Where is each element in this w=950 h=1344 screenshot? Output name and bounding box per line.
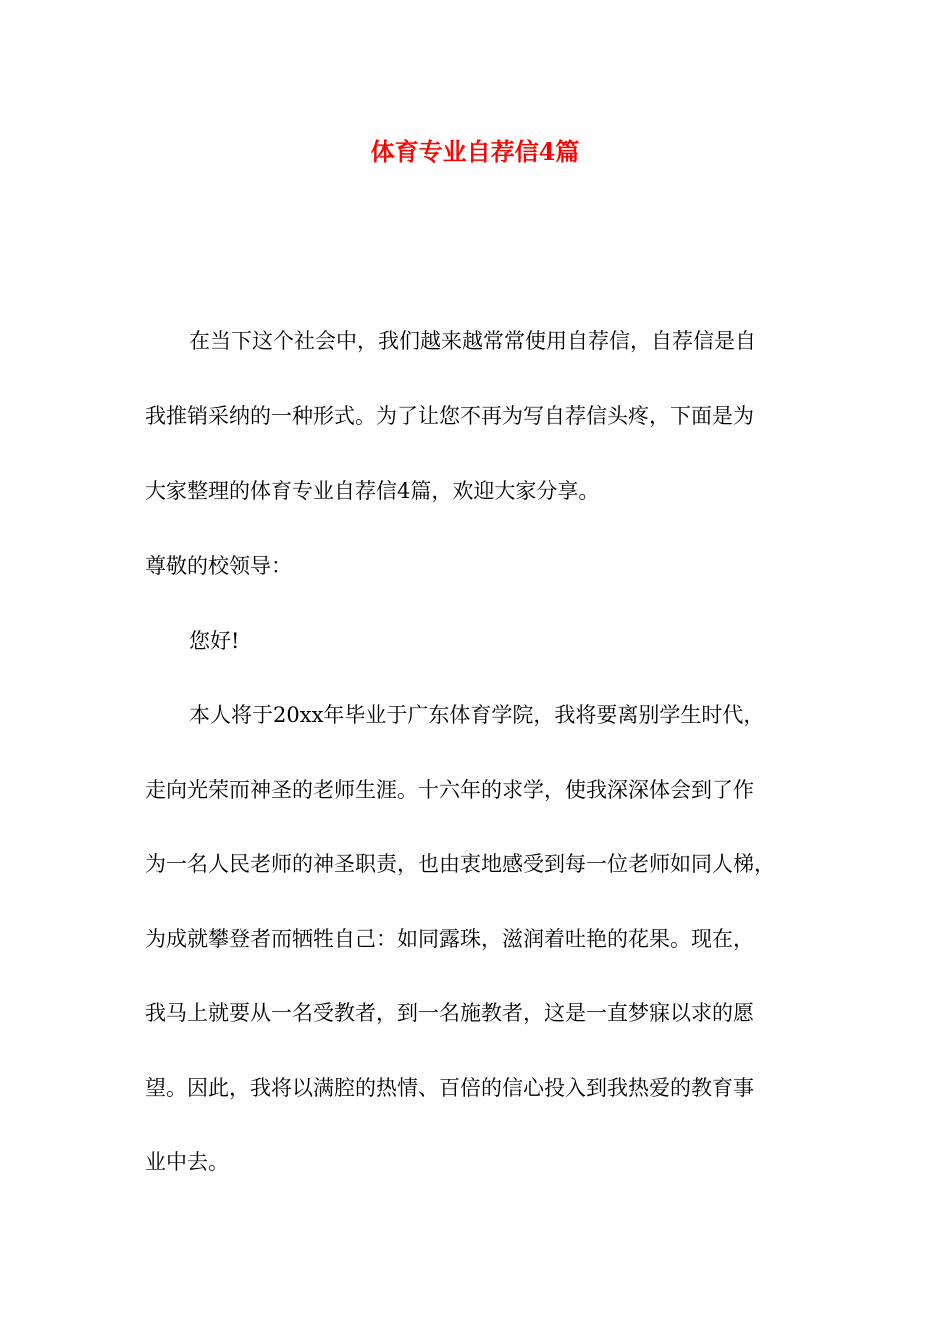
intro-line: 我推销采纳的一种形式。为了让您不再为写自荐信头疼，下面是为 xyxy=(145,404,754,428)
body-line: 为成就攀登者而牺牲自己：如同露珠，滋润着吐艳的花果。现在， xyxy=(145,927,754,951)
body-line: 我马上就要从一名受教者，到一名施教者，这是一直梦寐以求的愿 xyxy=(145,1001,754,1025)
body-line: 走向光荣而神圣的老师生涯。十六年的求学，使我深深体会到了作 xyxy=(145,778,754,802)
document-title: 体育专业自荐信4篇 xyxy=(370,137,580,166)
body-line: 业中去。 xyxy=(145,1150,229,1174)
salutation: 尊敬的校领导： xyxy=(145,554,292,578)
body-line: 望。因此，我将以满腔的热情、百倍的信心投入到我热爱的教育事 xyxy=(145,1076,754,1100)
intro-line: 在当下这个社会中，我们越来越常常使用自荐信，自荐信是自 xyxy=(189,329,756,353)
body-line: 本人将于20xx年毕业于广东体育学院，我将要离别学生时代， xyxy=(189,703,765,727)
body-line: 为一名人民老师的神圣职责，也由衷地感受到每一位老师如同人梯， xyxy=(145,852,775,876)
intro-line: 大家整理的体育专业自荐信4篇，欢迎大家分享。 xyxy=(145,479,600,503)
greeting: 您好! xyxy=(189,629,240,653)
